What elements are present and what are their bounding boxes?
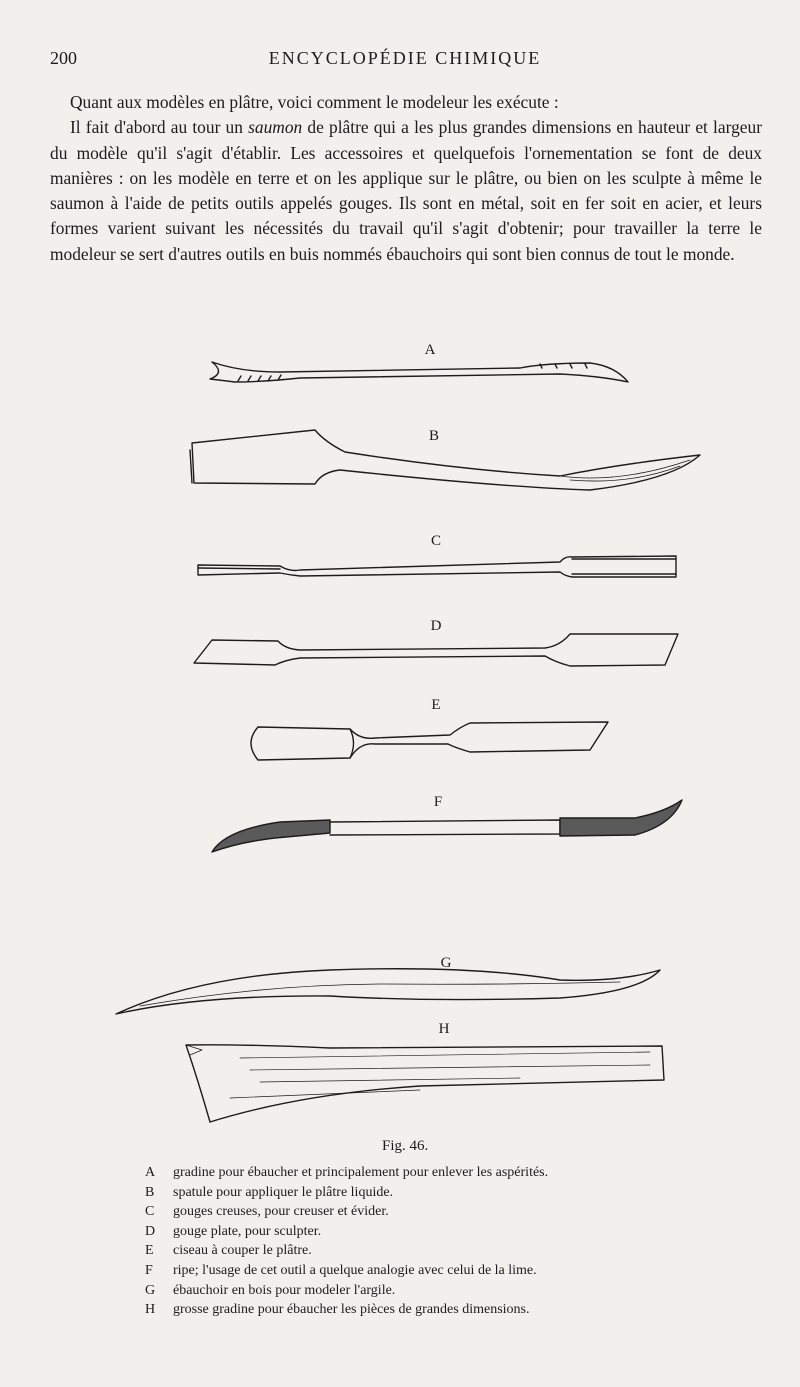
legend-letter: D [145, 1223, 156, 1239]
legend-text: grosse gradine pour ébaucher les pièces de grandes dimensions. [173, 1302, 530, 1318]
tool-a-gradine [210, 362, 628, 382]
legend-text: ciseau à couper le plâtre. [173, 1243, 312, 1259]
legend-row-b [145, 1183, 548, 1203]
legend-row-e [145, 1241, 548, 1261]
legend-text: ripe; l'usage de cet outil a quelque analogie avec celui de la lime. [173, 1262, 537, 1278]
tool-d-gouge-plate [194, 634, 678, 666]
label-f: F [433, 794, 443, 810]
label-c: C [430, 533, 442, 549]
legend-row-g [145, 1281, 548, 1301]
tool-h-grosse-gradine [186, 1045, 664, 1122]
label-e: E [431, 697, 441, 713]
paragraph-1: Quant aux modèles en plâtre, voici comment le modeleur les exécute : [70, 92, 559, 112]
legend-letter: G [145, 1282, 156, 1298]
legend-row-h [145, 1300, 548, 1320]
legend-letter: H [145, 1302, 156, 1318]
legend-text: spatule pour appliquer le plâtre liquide. [173, 1184, 394, 1200]
running-head: ENCYCLOPÉDIE CHIMIQUE [268, 48, 542, 68]
label-h: H [438, 1021, 450, 1037]
label-b: B [428, 428, 440, 444]
legend-row-f [145, 1261, 548, 1281]
legend-row-d [145, 1222, 548, 1242]
legend-row-c [145, 1202, 548, 1222]
legend-text: ébauchoir en bois pour modeler l'argile. [173, 1282, 396, 1298]
figure-caption: Fig. 46. [382, 1138, 429, 1154]
tool-c-gouges [198, 556, 676, 577]
legend-row-a [145, 1163, 548, 1183]
tool-f-ripe [212, 800, 682, 852]
label-a: A [424, 342, 436, 358]
legend-letter: C [145, 1204, 155, 1220]
paragraph-2-italic: saumon [248, 117, 303, 138]
legend-letter: E [145, 1243, 154, 1259]
label-g: G [440, 955, 452, 971]
legend-text: gradine pour ébaucher et principalement pour enlever les aspérités. [173, 1165, 549, 1180]
legend-letter: F [145, 1262, 153, 1278]
label-d: D [430, 618, 442, 634]
tool-e-ciseau [251, 722, 608, 760]
legend-text: gouge plate, pour sculpter. [173, 1223, 322, 1239]
page-number: 200 [50, 48, 77, 68]
tool-b-spatule [190, 430, 700, 490]
paragraph-2-part-2: de plâtre qui a les plus grandes dimensions en hauteur et largeur du modèle qu'il s'agit d'établir. Les accessoires et quelquefois l'ornementation se font de deux manières : on les modèle en terre et on les applique sur le plâtre, ou bien on les sculpte à même le saumon à l'aide de petits outils appelés gouges. Ils sont en métal, soit en fer soit en acier, et leurs formes varient suivant les nécessités du travail qu'il s'agit d'obtenir; pour travailler la terre le modeleur se sert d'autres outils en buis nommés ébauchoirs qui sont bien connus de tout le monde. [50, 117, 762, 264]
legend-text: gouges creuses, pour creuser et évider. [173, 1204, 389, 1220]
figure-legend [145, 1163, 548, 1320]
paragraph-2-part-1: Il fait d'abord au tour un [70, 117, 249, 138]
legend-letter: B [145, 1184, 155, 1200]
legend-letter: A [145, 1165, 156, 1180]
tool-g-ebauchoir [116, 969, 660, 1014]
